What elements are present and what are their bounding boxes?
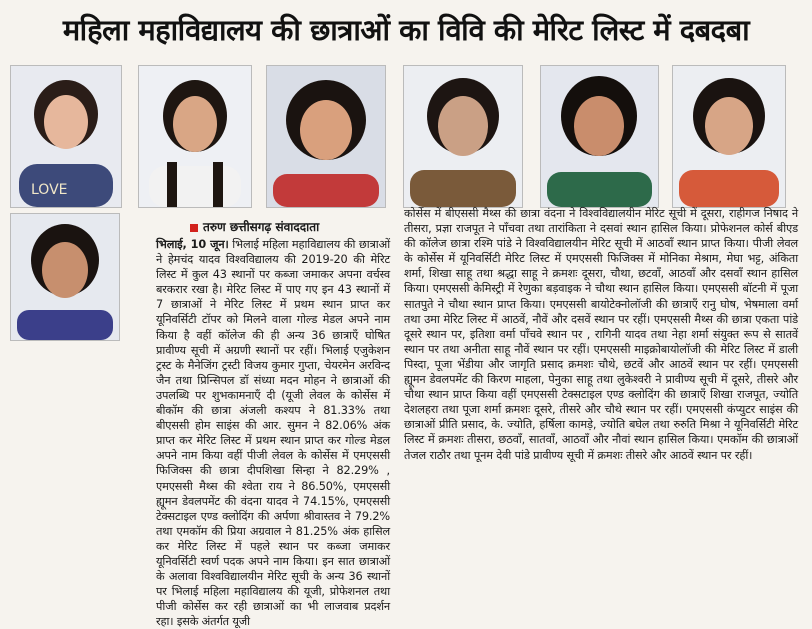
byline — [190, 219, 410, 235]
headline: महिला महाविद्यालय की छात्राओं का विवि की मेरिट लिस्ट में दबदबा — [62, 13, 750, 47]
student-photo-5 — [540, 65, 659, 208]
student-photo-6 — [672, 65, 786, 208]
byline-marker — [190, 224, 198, 232]
article-body-left: भिलाई महिला महाविद्यालय की छात्राओं ने हेमचंद यादव विश्वविद्यालय की 2019-20 की मेरिट लिस्ट में कुल 43 स्थानों पर कब्जा जमाकर अपना वर्चस्व बरकरार रखा है। मेरिट लिस्ट में पाए गए इन 43 स्थानों में 7 छात्राओं ने मेरिट लिस्ट में प्रथम स्थान प्राप्त कर यूनिवर्सिटी टॉपर को मिलने वाला गोल्ड मेडल अपने नाम किया है वहीं कॉलेज की ही अन्य 36 छात्राएँ घोषित प्रावीण्य सूची में अग्रणी स्थानों पर रहीं। भिलाई एजुकेशन ट्रस्ट के मैनेजिंग ट्रस्टी विजय कुमार गुप्ता, चेयरमेन अरविन्द जैन तथा प्रिन्सिपल डॉ संध्या मदन मोहन ने छात्राओं की उपलब्धि पर शुभकामनाएँ दी (यूजी लेवल के कोर्सेस में बीकॉम की छात्रा अंजली कश्यप ने 81.33% तथा बीएससी होम साइंस की आर. सुमन ने 82.06% अंक प्राप्त कर मेरिट लिस्ट में प्रथम स्थान प्राप्त कर गोल्ड मेडल अपने नाम किया वहीं पीजी लेवल के कोर्सेस में एमएससी फिजिक्स की छात्रा दीपशिखा सिन्हा ने 82.29% , एमएससी मैथ्स की श्वेता राय ने 86.50%, एमएससी ह्यूमन डेवलपमेंट की वंदना यादव ने 74.15%, एमएससी टेक्सटाइल एण्ड क्लोदिंग की अर्पणा श्रीवास्तव ने 79.2% तथा एमकॉम की प्रिया अग्रवाल ने 81.25% अंक हासिल कर मेरिट लिस्ट में पहले स्थान पर कब्जा जमाकर यूनिवर्सिटी स्वर्ण पदक अपने नाम किया। इन सात छात्राओं के अलावा विश्वविद्यालयीन मेरिट सूची के अन्य 36 स्थानों पर भिलाई महिला महाविद्यालय की यूजी, प्रोफेशनल तथा पीजी कोर्सेस कर रही छात्राओं का भी लाजवाब प्रदर्शन रहा। इसके अंतर्गत यूजी — [156, 238, 390, 629]
student-photo-2 — [138, 65, 252, 208]
svg-text:LOVE: LOVE — [31, 182, 68, 198]
student-photo-4 — [403, 65, 523, 208]
article-column-right — [404, 206, 798, 463]
article-column-left — [10, 237, 390, 629]
article-body-right: कोर्सेस में बीएससी मैथ्स की छात्रा वंदना ने विश्वविद्यालयीन मेरिट सूची में दूसरा, राहीगज निषाद ने तीसरा, प्रज्ञा राजपूत ने पाँचवा तथा तारांकिता ने दसवां स्थान हासिल किया। प्रोफेशनल कोर्स बीएड की कॉलेज छात्रा रश्मि पांडे ने विश्वविद्यालयीन मेरिट सूची में आठवाँ स्थान प्राप्त किया। पीजी लेवल के कोर्सेस में यूनिवर्सिटी मेरिट लिस्ट में एमएससी फिजिक्स में मोनिका मेश्राम, मेघा भट्ट, अंकिता शर्मा, शिखा साहू तथा श्रद्धा साहू ने क्रमशः दूसरा, चौथा, छटवाँ, आठवाँ और दसवाँ स्थान हासिल किया। एमएससी केमिस्ट्री में रेणुका बड़वाइक ने चौथा स्थान हासिल किया। एमएससी बॉटनी में पूजा सातपुते ने चौथा स्थान प्राप्त किया। एमएससी बायोटेक्नोलॉजी की छात्राएँ रानु घोष, भेषमाला वर्मा तथा उमा मेरिट लिस्ट में आठवें, नौवें और दसवें स्थान पर रहीं। एमएससी मैथ्स की छात्रा एकता पांडे दूसरे स्थान पर, इतिशा वर्मा पाँचवे स्थान पर , रागिनी यादव तथा नेहा शर्मा संयुक्त रूप से सातवें स्थान पर तथा अनीता साहू नौवें स्थान पर रहीं। एमएससी माइक्रोबायोलॉजी की मेरिट लिस्ट में डाली पिस्दा, पूजा भेंडीया और जागृति प्रसाद क्रमशः चौथे, छटवें और आठवें स्थान पर रहीं। एमएससी ह्यूमन डेवलपमेंट की किरण माहला, पेनुका साहू तथा लुकेश्वरी ने प्रावीण्य सूची में दूसरे, तीसरे और चौथा स्थान प्राप्त किया वहीं एमएससी टेक्सटाइल एण्ड क्लोदिंग की छात्राएँ शिखा राजपूत, ज्योति देशलहरा तथा पूजा शर्मा क्रमशः दूसरे, तीसरे और चौथे स्थान पर रहीं। एमएससी कंप्युटर साइंस की छात्राओं प्रीति प्रसाद, के. ज्योति, हर्षिला कामड़े, ज्योति बघेल तथा रुरुति मिश्रा ने यूनिवर्सिटी मेरिट लिस्ट में क्रमशः तीसरा, छठवाँ, सातवाँ, आठवाँ और नौवां स्थान हासिल किया। एमकॉम की छात्राओं तेजल राठौर तथा पूनम देवी पांडे प्रावीण्य सूची में क्रमशः तीसरे और आठवें स्थान पर रहीं। — [404, 207, 798, 462]
dateline: भिलाई, 10 जून। — [156, 238, 229, 251]
student-photo-3 — [266, 65, 386, 208]
student-photo-1 — [10, 65, 122, 208]
byline-text: तरुण छत्तीसगढ़ संवाददाता — [203, 220, 320, 234]
